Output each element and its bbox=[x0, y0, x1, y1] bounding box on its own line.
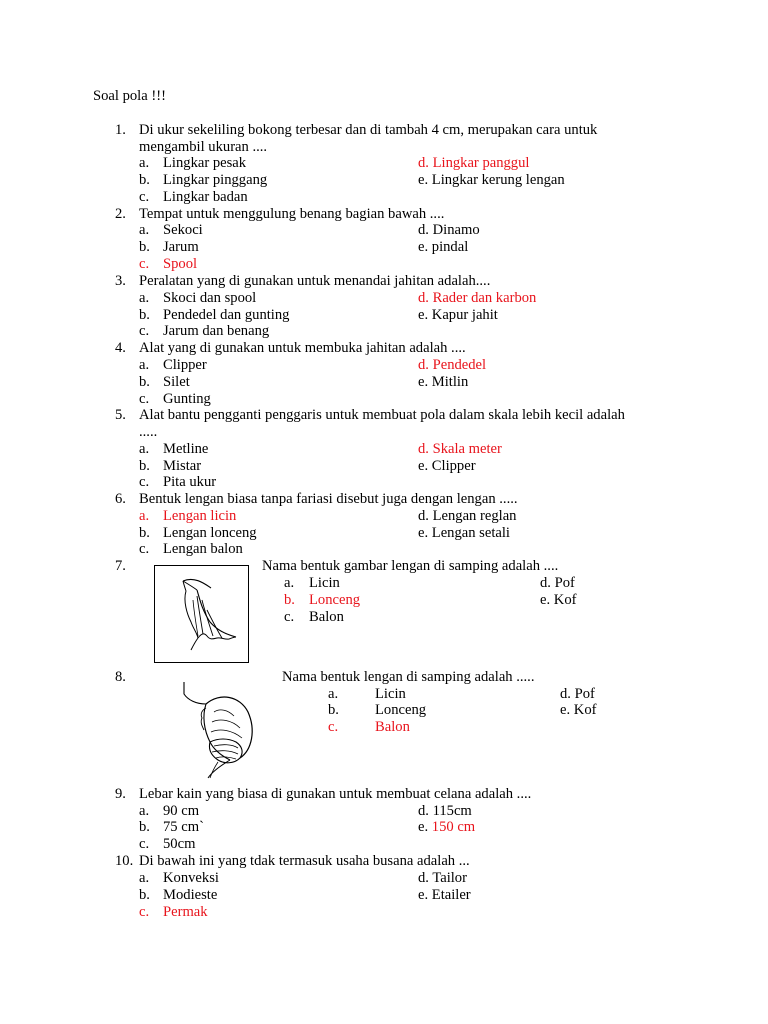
option-e-prefix: e. bbox=[418, 819, 432, 835]
option-a-answer: Lengan licin bbox=[163, 508, 237, 524]
option-letter: b. bbox=[284, 592, 295, 608]
question-number: 7. bbox=[115, 558, 126, 574]
option-e: e. pindal bbox=[418, 239, 469, 255]
option-c: Pita ukur bbox=[163, 474, 217, 490]
option-letter: a. bbox=[139, 155, 150, 171]
option-b: Lingkar pinggang bbox=[163, 172, 268, 188]
option-c-answer: Balon bbox=[375, 719, 410, 735]
option-d: d. Dinamo bbox=[418, 222, 480, 238]
option-d: d. Lengan reglan bbox=[418, 508, 517, 524]
question-text: Alat yang di gunakan untuk membuka jahitan adalah .... bbox=[139, 340, 466, 356]
question-text: Lebar kain yang biasa di gunakan untuk membuat celana adalah .... bbox=[139, 786, 532, 802]
option-letter: c. bbox=[139, 904, 150, 920]
question-text: Alat bantu pengganti penggaris untuk membuat pola dalam skala lebih kecil adalah bbox=[139, 407, 625, 423]
option-e: e. Etailer bbox=[418, 887, 471, 903]
option-letter: b. bbox=[139, 525, 150, 541]
option-b: Lengan lonceng bbox=[163, 525, 257, 541]
option-letter: a. bbox=[139, 441, 150, 457]
question-text: ..... bbox=[139, 424, 158, 440]
option-a: Clipper bbox=[163, 357, 207, 373]
option-c: Balon bbox=[309, 609, 344, 625]
option-b: Pendedel dan gunting bbox=[163, 307, 290, 323]
page-title: Soal pola !!! bbox=[93, 88, 166, 104]
question-text: Nama bentuk lengan di samping adalah ..... bbox=[282, 669, 535, 685]
option-b: 75 cm` bbox=[163, 819, 204, 835]
option-c-answer: Permak bbox=[163, 904, 208, 920]
option-e: e. Kof bbox=[560, 702, 597, 718]
option-d-answer: d. Rader dan karbon bbox=[418, 290, 537, 306]
option-letter: b. bbox=[139, 458, 150, 474]
option-a: Konveksi bbox=[163, 870, 219, 886]
question-number: 2. bbox=[115, 206, 126, 222]
option-letter: b. bbox=[139, 239, 150, 255]
question-number: 1. bbox=[115, 122, 126, 138]
question-text: Di bawah ini yang tdak termasuk usaha busana adalah ... bbox=[139, 853, 470, 869]
question-number: 3. bbox=[115, 273, 126, 289]
option-letter: c. bbox=[284, 609, 295, 625]
option-letter: a. bbox=[139, 870, 150, 886]
option-a: Lingkar pesak bbox=[163, 155, 247, 171]
option-a: Licin bbox=[375, 686, 406, 702]
option-e: e. Kapur jahit bbox=[418, 307, 498, 323]
question-text: mengambil ukuran .... bbox=[139, 139, 268, 155]
option-letter: b. bbox=[139, 172, 150, 188]
option-letter: b. bbox=[328, 702, 339, 718]
option-letter: a. bbox=[139, 290, 150, 306]
question-number: 10. bbox=[115, 853, 134, 869]
option-a: Licin bbox=[309, 575, 340, 591]
option-letter: c. bbox=[139, 256, 150, 272]
question-text: Tempat untuk menggulung benang bagian bawah .... bbox=[139, 206, 445, 222]
balloon-sleeve-drawing bbox=[176, 680, 266, 780]
question-text: Bentuk lengan biasa tanpa fariasi disebut juga dengan lengan ..... bbox=[139, 491, 518, 507]
question-number: 6. bbox=[115, 491, 126, 507]
question-number: 4. bbox=[115, 340, 126, 356]
option-letter: c. bbox=[328, 719, 339, 735]
question-text: Nama bentuk gambar lengan di samping adalah .... bbox=[262, 558, 559, 574]
option-b: Mistar bbox=[163, 458, 202, 474]
option-letter: b. bbox=[139, 819, 150, 835]
option-e-answer bbox=[418, 819, 475, 836]
option-c: Lingkar badan bbox=[163, 189, 248, 205]
option-letter: c. bbox=[139, 323, 150, 339]
option-b-answer: Lonceng bbox=[309, 592, 361, 608]
option-b: Modieste bbox=[163, 887, 218, 903]
option-c: Jarum dan benang bbox=[163, 323, 270, 339]
option-c: Lengan balon bbox=[163, 541, 243, 557]
option-letter: b. bbox=[139, 307, 150, 323]
option-letter: a. bbox=[139, 508, 150, 524]
option-letter: b. bbox=[139, 887, 150, 903]
question-number: 8. bbox=[115, 669, 126, 685]
option-d-answer: d. Skala meter bbox=[418, 441, 502, 457]
option-letter: a. bbox=[139, 357, 150, 373]
option-letter: a. bbox=[284, 575, 295, 591]
option-b: Lonceng bbox=[375, 702, 427, 718]
option-letter: a. bbox=[139, 222, 150, 238]
option-letter: c. bbox=[139, 189, 150, 205]
option-e: e. Clipper bbox=[418, 458, 476, 474]
bell-sleeve-drawing bbox=[155, 566, 250, 664]
option-e: e. Lengan setali bbox=[418, 525, 510, 541]
option-d-answer: d. Pendedel bbox=[418, 357, 487, 373]
option-b: Jarum bbox=[163, 239, 199, 255]
option-e-answer-value: 150 cm bbox=[431, 819, 476, 835]
option-a: Metline bbox=[163, 441, 209, 457]
option-a: 90 cm bbox=[163, 803, 200, 819]
option-e: e. Kof bbox=[540, 592, 577, 608]
question-text: Peralatan yang di gunakan untuk menandai jahitan adalah.... bbox=[139, 273, 491, 289]
option-a: Skoci dan spool bbox=[163, 290, 257, 306]
option-e: e. Lingkar kerung lengan bbox=[418, 172, 565, 188]
option-b: Silet bbox=[163, 374, 190, 390]
option-d-answer: d. Lingkar panggul bbox=[418, 155, 530, 171]
option-c-answer: Spool bbox=[163, 256, 198, 272]
option-c: 50cm bbox=[163, 836, 196, 852]
option-c: Gunting bbox=[163, 391, 211, 407]
option-d: d. Pof bbox=[540, 575, 575, 591]
option-d: d. Pof bbox=[560, 686, 595, 702]
option-letter: c. bbox=[139, 541, 150, 557]
question-number: 5. bbox=[115, 407, 126, 423]
question-number: 9. bbox=[115, 786, 126, 802]
option-d: d. 115cm bbox=[418, 803, 472, 819]
option-d: d. Tailor bbox=[418, 870, 467, 886]
option-e: e. Mitlin bbox=[418, 374, 469, 390]
question-text: Di ukur sekeliling bokong terbesar dan di tambah 4 cm, merupakan cara untuk bbox=[139, 122, 598, 138]
option-letter: c. bbox=[139, 391, 150, 407]
option-letter: a. bbox=[139, 803, 150, 819]
option-letter: a. bbox=[328, 686, 339, 702]
bell-sleeve-figure bbox=[154, 565, 249, 663]
option-letter: b. bbox=[139, 374, 150, 390]
option-a: Sekoci bbox=[163, 222, 203, 238]
option-letter: c. bbox=[139, 474, 150, 490]
option-letter: c. bbox=[139, 836, 150, 852]
